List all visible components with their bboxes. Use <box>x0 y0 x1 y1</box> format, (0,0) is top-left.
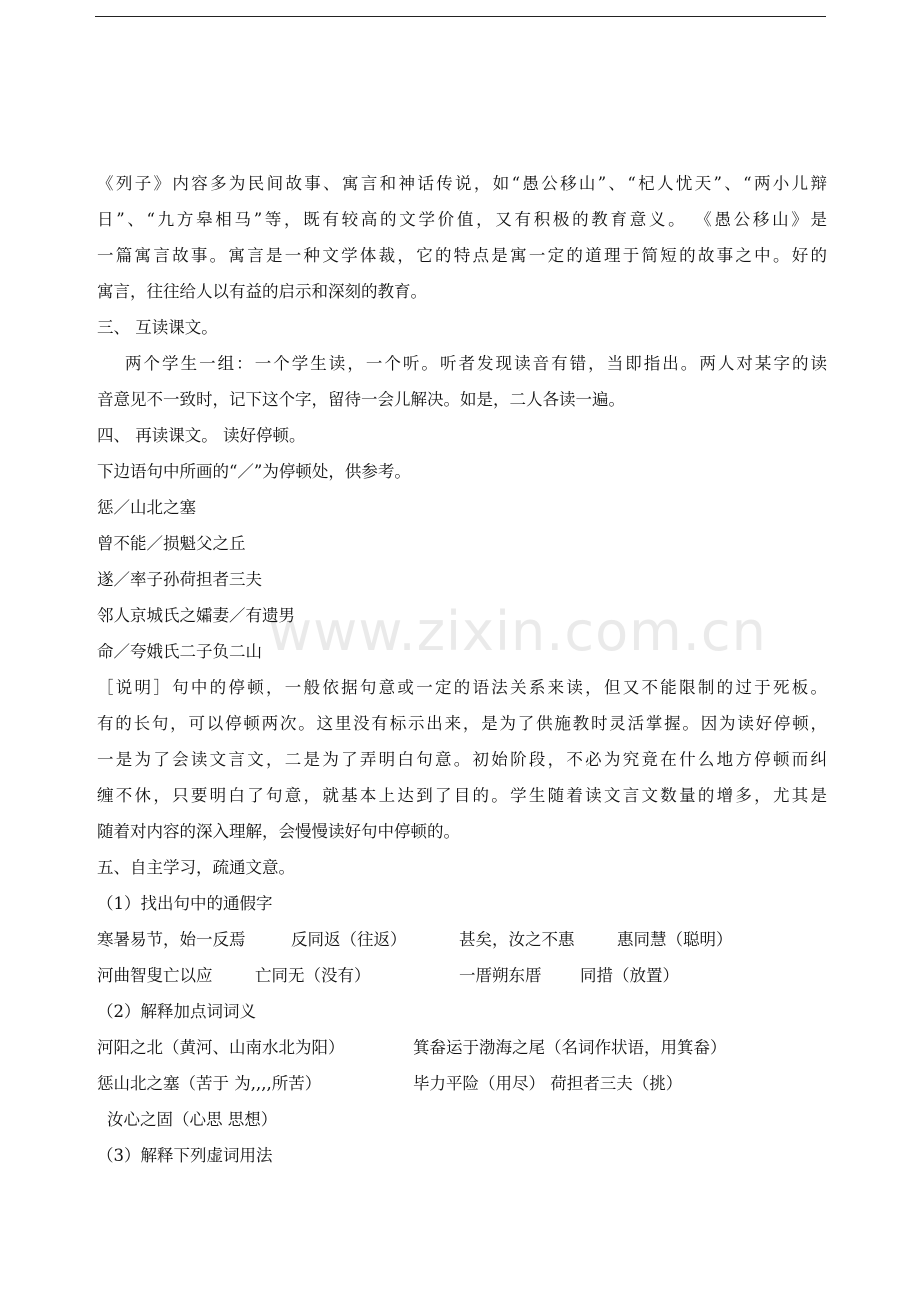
pause-example: 邻人京城氏之孀妻／有遗男 <box>97 606 295 625</box>
section-3 <box>97 310 827 418</box>
watermark-text: www.zixin.com.cn <box>268 600 767 663</box>
intro-line: 寓言，往往给人以有益的启示和深刻的教育。 <box>97 282 427 301</box>
tongjia-sentence: 一厝朔东厝 <box>459 966 542 985</box>
tongjia-explain: 惠同慧（聪明） <box>617 930 733 949</box>
tongjia-sentence: 甚矣，汝之不惠 <box>459 930 575 949</box>
intro-line: 日”、“九方皋相马”等，既有较高的文学价值，又有积极的教育意义。 《愚公移山》是 <box>97 210 827 229</box>
tongjia-explain: 亡同无（没有） <box>255 966 371 985</box>
ciyi-item: 汝心之固（心思 思想） <box>107 1110 278 1129</box>
pause-example: 曾不能／损魁父之丘 <box>97 534 246 553</box>
ciyi-item: 河阳之北（黄河、山南水北为阳） <box>97 1038 345 1057</box>
pause-example: 遂／率子孙荷担者三夫 <box>97 570 262 589</box>
sub-heading: （2）解释加点词词义 <box>97 1002 256 1021</box>
pause-note: 下边语句中所画的“／”为停顿处，供参考。 <box>97 462 411 481</box>
section-3-line: 音意见不一致时，记下这个字，留待一会儿解决。如是，二人各读一遍。 <box>97 390 625 409</box>
pause-example: 惩／山北之塞 <box>97 498 196 517</box>
ciyi-row <box>97 1066 827 1102</box>
section-4 <box>97 418 827 850</box>
section-3-line: 两个学生一组：一个学生读，一个听。听者发现读音有错，当即指出。两人对某字的读 <box>125 354 827 373</box>
explain-line: ［说明］句中的停顿，一般依据句意或一定的语法关系来读，但又不能限制的过于死板。 <box>97 678 827 697</box>
intro-paragraph <box>97 166 827 310</box>
intro-line: 一篇寓言故事。寓言是一种文学体裁，它的特点是寓一定的道理于简短的故事之中。好的 <box>97 246 827 265</box>
explain-line: 一是为了会读文言文，二是为了弄明白句意。初始阶段，不必为究竟在什么地方停顿而纠 <box>97 750 827 769</box>
explain-line: 随着对内容的深入理解，会慢慢读好句中停顿的。 <box>97 822 460 841</box>
ciyi-item: 毕力平险（用尽） 荷担者三夫（挑） <box>413 1074 683 1093</box>
header-rule <box>95 16 826 17</box>
intro-line: 《列子》内容多为民间故事、寓言和神话传说，如“愚公移山”、“杞人忧天”、“两小儿辩 <box>97 174 827 193</box>
ciyi-item: 箕畚运于渤海之尾（名词作状语，用箕畚） <box>413 1038 727 1057</box>
ciyi-row <box>97 1030 827 1066</box>
section-heading: 三、 互读课文。 <box>97 318 218 337</box>
tongjia-sentence: 寒暑易节，始一反焉 <box>97 930 246 949</box>
sub-heading: （1）找出句中的通假字 <box>97 894 273 913</box>
document-body <box>97 166 827 1174</box>
sub-heading: （3）解释下列虚词用法 <box>97 1146 273 1165</box>
section-5 <box>97 850 827 1174</box>
explain-line: 有的长句，可以停顿两次。这里没有标示出来，是为了供施教时灵活掌握。因为读好停顿， <box>97 714 827 733</box>
tongjia-explain: 反同返（往返） <box>291 930 407 949</box>
tongjia-explain: 同措（放置） <box>580 966 679 985</box>
tongjia-row <box>97 958 827 994</box>
section-heading: 五、自主学习，疏通文意。 <box>97 858 295 877</box>
tongjia-sentence: 河曲智叟亡以应 <box>97 966 213 985</box>
pause-example: 命／夸娥氏二子负二山 <box>97 642 262 661</box>
section-heading: 四、 再读课文。 读好停顿。 <box>97 426 306 445</box>
ciyi-item: 惩山北之塞（苦于 为,,,,所苦） <box>97 1074 322 1093</box>
explain-line: 缠不休，只要明白了句意，就基本上达到了目的。学生随着读文言文数量的增多，尤其是 <box>97 786 827 805</box>
tongjia-row <box>97 922 827 958</box>
